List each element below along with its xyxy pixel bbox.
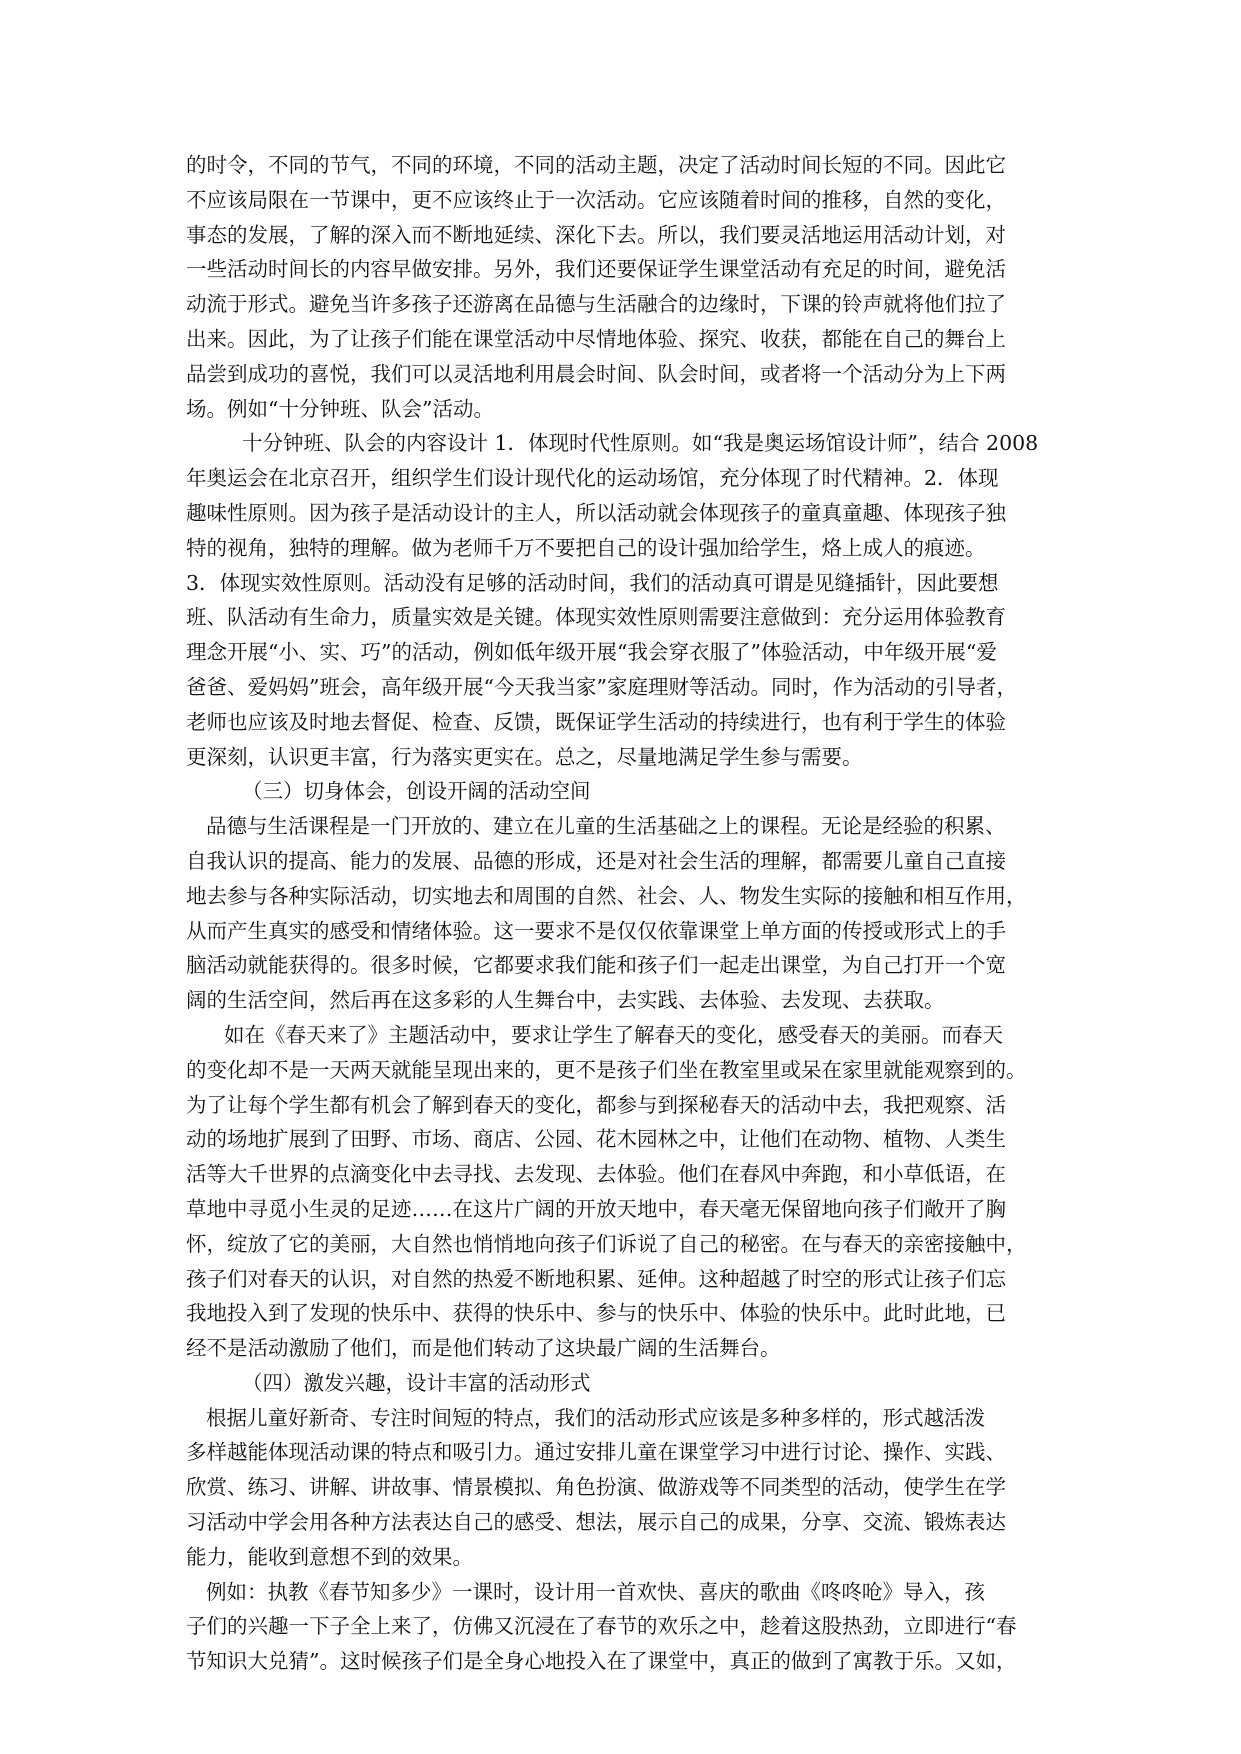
text-line: 事态的发展，了解的深入而不断地延续、深化下去。所以，我们要灵活地运用活动计划，对 bbox=[186, 222, 1006, 247]
text-line: 动的场地扩展到了田野、市场、商店、公园、花木园林之中，让他们在动物、植物、人类生 bbox=[186, 1127, 1006, 1152]
text-line: 理念开展“小、实、巧”的活动，例如低年级开展“我会穿衣服了”体验活动，中年级开展“爱 bbox=[186, 640, 997, 665]
text-line: 的变化却不是一天两天就能呈现出来的，更不是孩子们坐在教室里或呆在家里就能观察到的。 bbox=[186, 1057, 1027, 1082]
text-line: 老师也应该及时地去督促、检查、反馈，既保证学生活动的持续进行，也有利于学生的体验 bbox=[186, 709, 1006, 734]
text-line: 年奥运会在北京召开，组织学生们设计现代化的运动场馆，充分体现了时代精神。2．体现 bbox=[186, 466, 999, 491]
text-line: 草地中寻觅小生灵的足迹……在这片广阔的开放天地中，春天毫无保留地向孩子们敞开了胸 bbox=[186, 1196, 1006, 1221]
text-line: 十分钟班、队会的内容设计 1．体现时代性原则。如“我是奥运场馆设计师”，结合 2008 bbox=[242, 431, 1039, 456]
text-line: 品德与生活课程是一门开放的、建立在儿童的生活基础之上的课程。无论是经验的积累、 bbox=[206, 814, 1006, 839]
text-line: 的时令，不同的节气，不同的环境，不同的活动主题，决定了活动时间长短的不同。因此它 bbox=[186, 153, 1006, 177]
text-line: 我地投入到了发现的快乐中、获得的快乐中、参与的快乐中、体验的快乐中。此时此地，已 bbox=[186, 1301, 1006, 1326]
text-line: 根据儿童好新奇、专注时间短的特点，我们的活动形式应该是多种多样的，形式越活泼 bbox=[206, 1405, 985, 1430]
text-line: 节知识大兑猜”。这时候孩子们是全身心地投入在了课堂中，真正的做到了寓教于乐。又如， bbox=[186, 1649, 1017, 1674]
document-body bbox=[186, 148, 1066, 1679]
text-line: 地去参与各种实际活动，切实地去和周围的自然、社会、人、物发生实际的接触和相互作用， bbox=[186, 883, 1027, 908]
text-line: 经不是活动激励了他们，而是他们转动了这块最广阔的生活舞台。 bbox=[186, 1336, 781, 1361]
text-line: 出来。因此，为了让孩子们能在课堂活动中尽情地体验、探究、收获，都能在自己的舞台上 bbox=[186, 326, 1006, 351]
text-line: 不应该局限在一节课中，更不应该终止于一次活动。它应该随着时间的推移，自然的变化， bbox=[186, 187, 1006, 212]
text-line: 阔的生活空间，然后再在这多彩的人生舞台中，去实践、去体验、去发现、去获取。 bbox=[186, 988, 945, 1013]
text-line: 场。例如“十分钟班、队会”活动。 bbox=[186, 396, 494, 421]
text-line: 一些活动时间长的内容早做安排。另外，我们还要保证学生课堂活动有充足的时间，避免活 bbox=[186, 257, 1006, 282]
text-line: 班、队活动有生命力，质量实效是关键。体现实效性原则需要注意做到：充分运用体验教育 bbox=[186, 605, 1006, 630]
text-line: 3．体现实效性原则。活动没有足够的活动时间，我们的活动真可谓是见缝插针，因此要想 bbox=[186, 570, 999, 595]
text-line: 怀，绽放了它的美丽，大自然也悄悄地向孩子们诉说了自己的秘密。在与春天的亲密接触中， bbox=[186, 1231, 1027, 1256]
text-line: 动流于形式。避免当许多孩子还游离在品德与生活融合的边缘时，下课的铃声就将他们拉了 bbox=[186, 292, 1006, 317]
text-line: 品尝到成功的喜悦，我们可以灵活地利用晨会时间、队会时间，或者将一个活动分为上下两 bbox=[186, 361, 1006, 386]
text-line: 更深刻，认识更丰富，行为落实更实在。总之，尽量地满足学生参与需要。 bbox=[186, 744, 863, 769]
text-line: 爸爸、爱妈妈”班会，高年级开展“今天我当家”家庭理财等活动。同时，作为活动的引导者， bbox=[186, 674, 1017, 699]
text-line: 多样越能体现活动课的特点和吸引力。通过安排儿童在课堂学习中进行讨论、操作、实践、 bbox=[186, 1440, 1006, 1465]
text-line: 脑活动就能获得的。很多时候，它都要求我们能和孩子们一起走出课堂，为自己打开一个宽 bbox=[186, 953, 1006, 978]
text-line: 自我认识的提高、能力的发展、品德的形成，还是对社会生活的理解，都需要儿童自己直接 bbox=[186, 848, 1006, 873]
text-line: 能力，能收到意想不到的效果。 bbox=[186, 1544, 473, 1569]
section-heading: （三）切身体会，创设开阔的活动空间 bbox=[242, 779, 591, 804]
text-line: 为了让每个学生都有机会了解到春天的变化，都参与到探秘春天的活动中去，我把观察、活 bbox=[186, 1092, 1006, 1117]
section-heading: （四）激发兴趣，设计丰富的活动形式 bbox=[242, 1370, 591, 1395]
text-line: 如在《春天来了》主题活动中，要求让学生了解春天的变化，感受春天的美丽。而春天 bbox=[224, 1022, 1003, 1047]
text-line: 活等大千世界的点滴变化中去寻找、去发现、去体验。他们在春风中奔跑，和小草低语，在 bbox=[186, 1162, 1006, 1187]
text-line: 从而产生真实的感受和情绪体验。这一要求不是仅仅依靠课堂上单方面的传授或形式上的手 bbox=[186, 918, 1006, 943]
text-line: 特的视角，独特的理解。做为老师千万不要把自己的设计强加给学生，烙上成人的痕迹。 bbox=[186, 535, 986, 560]
text-line: 习活动中学会用各种方法表达自己的感受、想法，展示自己的成果，分享、交流、锻炼表达 bbox=[186, 1510, 1006, 1535]
text-line: 子们的兴趣一下子全上来了，仿佛又沉浸在了春节的欢乐之中，趁着这股热劲，立即进行“春 bbox=[186, 1614, 1017, 1639]
text-line: 欣赏、练习、讲解、讲故事、情景模拟、角色扮演、做游戏等不同类型的活动，使学生在学 bbox=[186, 1475, 1006, 1500]
text-line: 趣味性原则。因为孩子是活动设计的主人，所以活动就会体现孩子的童真童趣、体现孩子独 bbox=[186, 500, 1006, 525]
text-line: 例如：执教《春节知多少》一课时，设计用一首欢快、喜庆的歌曲《咚咚呛》导入，孩 bbox=[206, 1579, 985, 1604]
text-line: 孩子们对春天的认识，对自然的热爱不断地积累、延伸。这种超越了时空的形式让孩子们忘 bbox=[186, 1266, 1006, 1291]
